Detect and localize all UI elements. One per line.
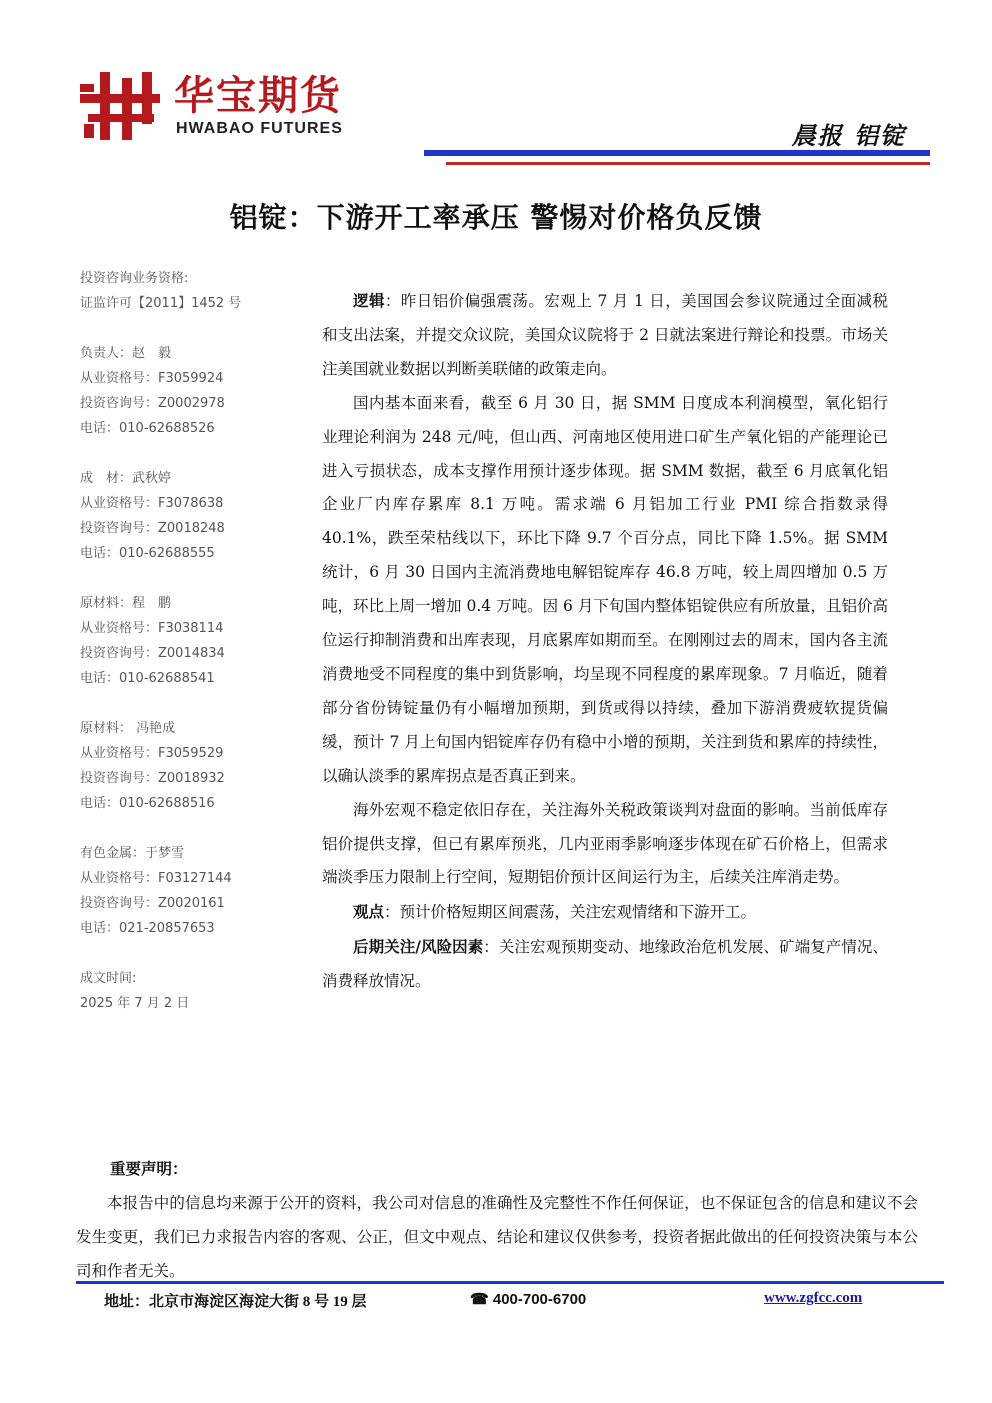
contact-block bbox=[80, 341, 310, 441]
contact-block bbox=[80, 591, 310, 691]
company-website-link[interactable]: www.zgfcc.com bbox=[764, 1290, 863, 1306]
company-logo bbox=[80, 72, 380, 142]
license-label: 投资咨询业务资格: bbox=[80, 271, 189, 286]
fundamentals-paragraph: 国内基本面来看，截至 6 月 30 日，据 SMM 日度成本利润模型，氧化铝行业理论利润为 248 元/吨，但山西、河南地区使用进口矿生产氧化铝的产能理论已进入亏损状态，成本支撑作用预计逐步体现。据 SMM 数据，截至 6 月底氧化铝企业厂内库存累库 8.1 万吨。需求端 6 月铝加工行业 PMI 综合指数录得 40.1%，跌至荣枯线以下，环比下降 9.7 个百分点，同比下降 1.5%。据 SMM 统计，6 月 30 日国内主流消费地电解铝锭库存 46.8 万吨，较上周四增加 0.5 万吨，环比上周一增加 0.4 万吨。因 6 月下旬国内整体铝锭供应有所放量，且铝价高位运行抑制消费和出库表现，月底累库如期而至。在刚刚过去的周末，国内各主流消费地受不同程度的集中到货影响，均呈现不同程度的累库现象。7 月临近，随着部分省份铸锭量仍有小幅增加预期，到货或得以持续，叠加下游消费疲软提货偏缓，预计 7 月上旬国内铝锭库存仍有稳中小增的预期，关注到货和累库的持续性，以确认淡季的累库拐点是否真正到来。 bbox=[322, 393, 888, 785]
view-paragraph bbox=[322, 895, 888, 930]
contact-qualification: 从业资格号：F3078638 bbox=[80, 496, 224, 511]
company-phone: ☎ 400-700-6700 bbox=[470, 1291, 587, 1308]
contact-qualification: 从业资格号：F3059924 bbox=[80, 371, 224, 386]
report-title: 铝锭：下游开工率承压 警惕对价格负反馈 bbox=[229, 201, 763, 234]
view-text: ：预计价格短期区间震荡，关注宏观情绪和下游开工。 bbox=[384, 903, 757, 922]
license-block bbox=[80, 266, 310, 316]
contact-phone: 电话：010-62688541 bbox=[80, 671, 215, 686]
contact-name: 原材料：程 鹏 bbox=[80, 596, 172, 611]
contact-advisory-number: 投资咨询号：Z0018932 bbox=[80, 771, 225, 786]
contact-advisory-number: 投资咨询号：Z0014834 bbox=[80, 646, 225, 661]
report-type-label: 晨报 铝锭 bbox=[791, 121, 906, 150]
logic-label: 逻辑 bbox=[353, 291, 385, 310]
contact-block bbox=[80, 841, 310, 941]
contact-phone: 电话：010-62688526 bbox=[80, 421, 215, 436]
risk-text: ：关注宏观预期变动、地缘政治危机发展、矿端复产情况、消费释放情况。 bbox=[322, 938, 888, 991]
contact-block bbox=[80, 716, 310, 816]
report-body bbox=[322, 284, 888, 999]
company-address: 地址：北京市海淀区海淀大街 8 号 19 层 bbox=[104, 1294, 367, 1310]
disclaimer-heading: 重要声明： bbox=[110, 1159, 188, 1178]
contact-advisory-number: 投资咨询号：Z0002978 bbox=[80, 396, 225, 411]
logic-text: ：昨日铝价偏强震荡。宏观上 7 月 1 日，美国国会参议院通过全面减税和支出法案，并提交众议院，美国众议院将于 2 日就法案进行辩论和投票。市场关注美国就业数据以判断美联储的政策走向。 bbox=[322, 292, 888, 378]
view-label: 观点 bbox=[353, 902, 385, 922]
logic-paragraph bbox=[322, 284, 888, 387]
contact-phone: 电话：021-20857653 bbox=[80, 921, 215, 936]
license-number: 证监许可【2011】1452 号 bbox=[80, 296, 242, 311]
header-rule-red bbox=[446, 162, 930, 165]
contact-qualification: 从业资格号：F3059529 bbox=[80, 746, 224, 761]
hwabao-logo-mark bbox=[80, 72, 160, 140]
contact-qualification: 从业资格号：F3038114 bbox=[80, 621, 224, 636]
disclaimer-text: 本报告中的信息均来源于公开的资料，我公司对信息的准确性及完整性不作任何保证，也不保证包含的信息和建议不会发生变更，我们已力求报告内容的客观、公正，但文中观点、结论和建议仅供参考，投资者据此做出的任何投资决策与本公司和作者无关。 bbox=[76, 1194, 918, 1280]
footer bbox=[0, 1290, 992, 1314]
contact-name: 原材料： 冯艳成 bbox=[80, 721, 176, 736]
header-rule-blue bbox=[424, 150, 930, 156]
logo-chinese-name: 华宝期货 bbox=[174, 73, 342, 119]
date-value: 2025 年 7 月 2 日 bbox=[80, 996, 190, 1011]
date-label: 成文时间: bbox=[80, 971, 137, 986]
contact-name: 成 材：武秋婷 bbox=[80, 471, 172, 486]
contact-advisory-number: 投资咨询号：Z0020161 bbox=[80, 896, 225, 911]
contact-phone: 电话：010-62688555 bbox=[80, 546, 215, 561]
contact-block bbox=[80, 466, 310, 566]
risk-label: 后期关注/风险因素 bbox=[353, 937, 484, 957]
logo-english-name: HWABAO FUTURES bbox=[176, 120, 343, 137]
analyst-sidebar bbox=[80, 266, 310, 1041]
contact-name: 负责人：赵 毅 bbox=[80, 346, 172, 361]
contact-qualification: 从业资格号：F03127144 bbox=[80, 871, 232, 886]
footer-rule bbox=[76, 1281, 944, 1284]
date-block bbox=[80, 966, 310, 1016]
overseas-paragraph: 海外宏观不稳定依旧存在，关注海外关税政策谈判对盘面的影响。当前低库存铝价提供支撑，但已有累库预兆，几内亚雨季影响逐步体现在矿石价格上，但需求端淡季压力限制上行空间，短期铝价预计区间运行为主，后续关注库消走势。 bbox=[322, 800, 888, 887]
risk-paragraph bbox=[322, 930, 888, 999]
disclaimer bbox=[76, 1152, 918, 1288]
contact-name: 有色金属：于梦雪 bbox=[80, 846, 185, 861]
contact-advisory-number: 投资咨询号：Z0018248 bbox=[80, 521, 225, 536]
contact-phone: 电话：010-62688516 bbox=[80, 796, 215, 811]
